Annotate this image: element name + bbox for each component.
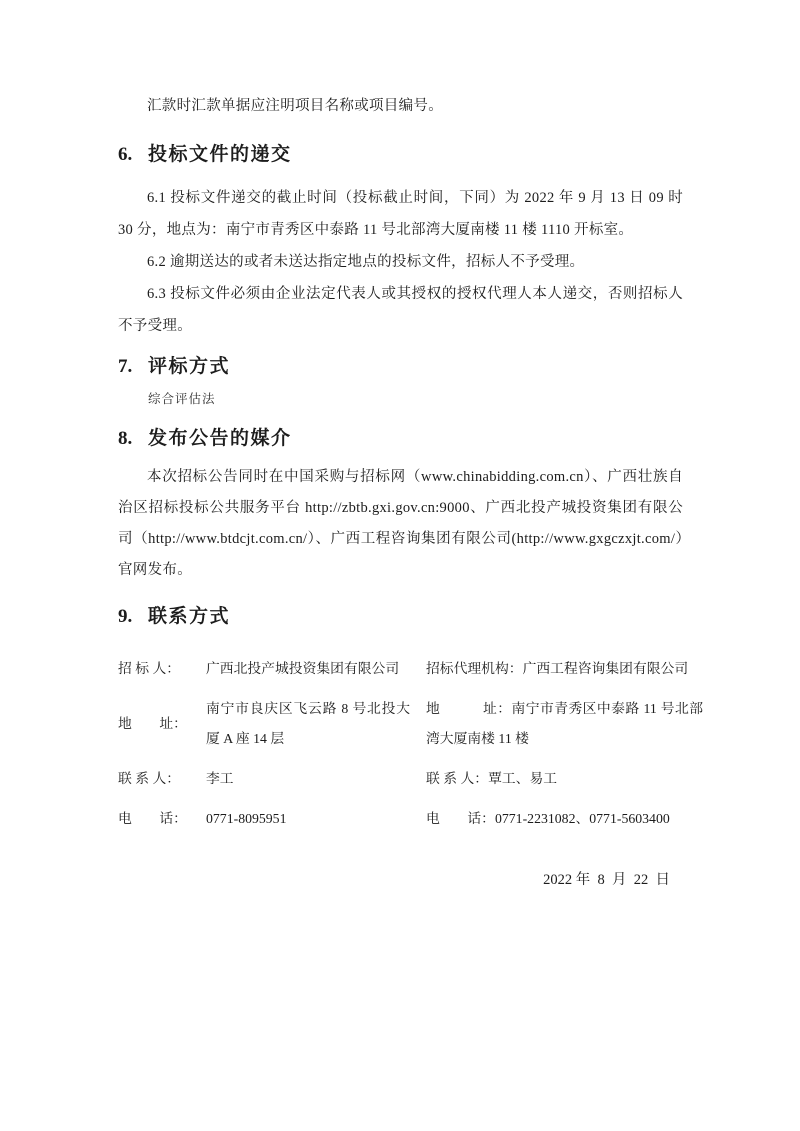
tenderer-name-row	[118, 654, 410, 684]
agency-name-label: 招标代理机构：	[426, 661, 523, 676]
section-6-number: 6.	[118, 144, 133, 165]
section-8-title: 发布公告的媒介	[148, 428, 292, 449]
section-8-heading	[118, 424, 683, 454]
tenderer-address-row	[118, 694, 410, 754]
section-7-number: 7.	[118, 356, 133, 377]
evaluation-method-text: 综合评估法	[148, 392, 216, 406]
agency-name-value: 广西工程咨询集团有限公司	[522, 661, 689, 676]
intro-note: 汇款时汇款单据应注明项目名称或项目编号。	[147, 98, 443, 114]
announcement-date: 2022 年 8 月 22 日	[543, 872, 670, 888]
announcement-media-text: 本次招标公告同时在中国采购与招标网（www.chinabidding.com.cn）、广西壮族自治区招标投标公共服务平台 http://zbtb.gxi.gov.cn:9000、广西北投产城投资集团有限公司（http://www.btdcjt.com.cn/）、广西工程咨询集团有限公司(http://www.gxgczxjt.com/）官网发布。	[118, 469, 683, 578]
section-7-title: 评标方式	[148, 356, 231, 377]
paragraph-6-3: 6.3 投标文件必须由企业法定代表人或其授权的授权代理人本人递交，否则招标人不予受理。	[118, 286, 683, 334]
tenderer-address-label: 地 址：	[118, 716, 187, 731]
tenderer-phone-value: 0771-8095951	[206, 811, 287, 826]
tenderer-contact-label: 联 系 人：	[118, 771, 181, 786]
agency-phone-label: 电 话：	[426, 811, 495, 826]
agency-phone-row	[426, 804, 703, 834]
agency-column	[426, 654, 703, 834]
tenderer-contact-row	[118, 764, 410, 794]
agency-contact-label: 联 系 人：	[426, 771, 489, 786]
agency-contact-row	[426, 764, 703, 794]
tenderer-phone-label: 电 话：	[118, 811, 187, 826]
agency-address-row	[426, 694, 703, 754]
tenderer-contact-value: 李工	[206, 771, 234, 786]
agency-address-label: 地 址：	[426, 701, 512, 716]
section-9-title: 联系方式	[148, 606, 231, 627]
agency-address-value: 南宁市青秀区中泰路 11 号北部湾大厦南楼 11 楼	[426, 701, 704, 746]
section-8-number: 8.	[118, 428, 133, 449]
section-6-heading	[118, 140, 683, 170]
agency-name-row	[426, 654, 703, 684]
agency-phone-value: 0771-2231082、0771-5603400	[494, 811, 670, 826]
tenderer-address-value: 南宁市良庆区飞云路 8 号北投大厦 A 座 14 层	[206, 701, 410, 746]
tenderer-name-value: 广西北投产城投资集团有限公司	[206, 661, 400, 676]
section-7-heading	[118, 352, 683, 382]
section-6-title: 投标文件的递交	[148, 144, 292, 165]
section-9-number: 9.	[118, 606, 133, 627]
section-9-heading	[118, 602, 683, 632]
tenderer-name-label: 招 标 人：	[118, 661, 181, 676]
tenderer-phone-row	[118, 804, 410, 834]
paragraph-6-2: 6.2 逾期送达的或者未送达指定地点的投标文件，招标人不予受理。	[147, 254, 585, 270]
agency-contact-value: 覃工、易工	[488, 771, 558, 786]
contact-info-table	[118, 654, 703, 834]
tenderer-column	[118, 654, 410, 834]
paragraph-6-1: 6.1 投标文件递交的截止时间（投标截止时间，下同）为 2022 年 9 月 13 日 09 时 30 分，地点为：南宁市青秀区中泰路 11 号北部湾大厦南楼 11 楼 1110 开标室。	[118, 190, 683, 238]
